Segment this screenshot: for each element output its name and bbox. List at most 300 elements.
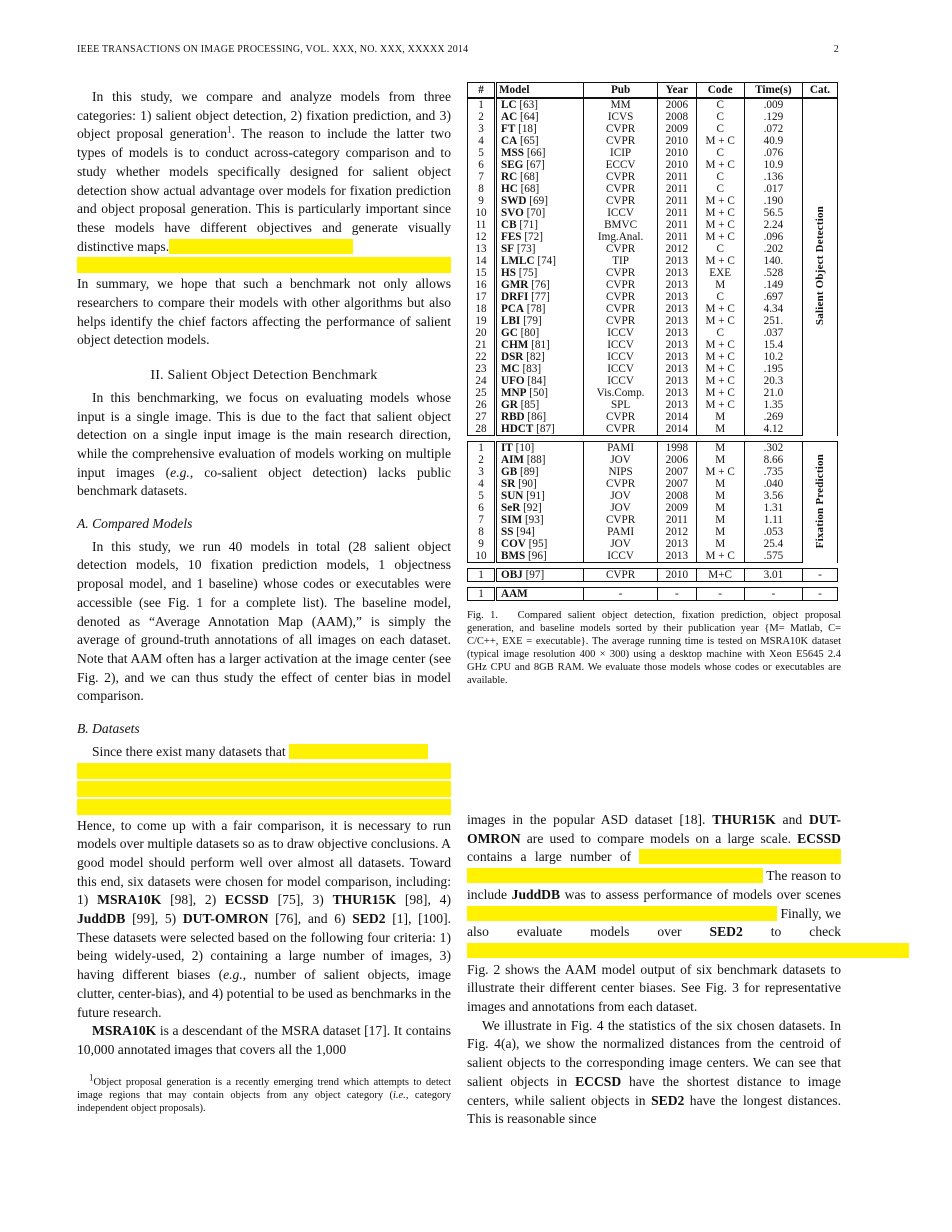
model-name — [496, 387, 584, 399]
highlight-redacted — [467, 943, 909, 958]
model-abbrev: FT — [501, 123, 516, 135]
code-cell: M — [696, 526, 744, 538]
row-index: 1 — [468, 442, 496, 455]
model-abbrev: SR — [501, 478, 516, 490]
table-row — [468, 267, 838, 279]
code-cell: M + C — [696, 466, 744, 478]
model-abbrev: UFO — [501, 375, 525, 387]
model-name — [496, 267, 584, 279]
time-cell: .528 — [744, 267, 802, 279]
year-cell: 2013 — [658, 339, 696, 351]
section-heading: II. Salient Object Detection Benchmark — [150, 367, 378, 383]
time-cell: .302 — [744, 442, 802, 455]
row-index: 10 — [468, 207, 496, 219]
model-ref: [10] — [512, 442, 535, 454]
highlight-redacted — [77, 257, 451, 273]
table-row — [468, 195, 838, 207]
pub-cell: NIPS — [584, 466, 658, 478]
year-cell: 2013 — [658, 538, 696, 550]
pub-cell: ICCV — [584, 550, 658, 563]
model-ref: [89] — [517, 466, 539, 478]
year-cell: 2013 — [658, 363, 696, 375]
highlight-redacted — [77, 799, 451, 815]
model-name — [496, 339, 584, 351]
model-abbrev: DRFI — [501, 291, 529, 303]
highlight-redacted — [77, 763, 451, 779]
pub-cell: CVPR — [584, 123, 658, 135]
model-ref: [88] — [524, 454, 546, 466]
pub-cell: JOV — [584, 538, 658, 550]
model-name — [496, 375, 584, 387]
model-name — [496, 219, 584, 231]
year-cell: 1998 — [658, 442, 696, 455]
model-ref: [93] — [522, 514, 544, 526]
model-abbrev: SUN — [501, 490, 524, 502]
pub-cell: BMVC — [584, 219, 658, 231]
year-cell: 2013 — [658, 327, 696, 339]
table-row — [468, 454, 838, 466]
pub-cell: - — [584, 588, 658, 601]
highlight-redacted — [169, 239, 353, 254]
pub-cell: CVPR — [584, 315, 658, 327]
time-cell: .072 — [744, 123, 802, 135]
models-table — [467, 82, 838, 601]
table-row — [468, 111, 838, 123]
time-cell: .096 — [744, 231, 802, 243]
pub-cell: TIP — [584, 255, 658, 267]
category-cell: - — [803, 588, 838, 601]
row-index: 1 — [468, 569, 496, 582]
year-cell: 2011 — [658, 219, 696, 231]
row-index: 4 — [468, 478, 496, 490]
code-cell: M + C — [696, 375, 744, 387]
pub-cell: CVPR — [584, 291, 658, 303]
row-index: 17 — [468, 291, 496, 303]
year-cell: 2011 — [658, 183, 696, 195]
time-cell: 25.4 — [744, 538, 802, 550]
code-cell: M + C — [696, 255, 744, 267]
year-cell: - — [658, 588, 696, 601]
year-cell: 2010 — [658, 159, 696, 171]
time-cell: .202 — [744, 243, 802, 255]
pub-cell: ICIP — [584, 147, 658, 159]
pub-cell: ICCV — [584, 375, 658, 387]
year-cell: 2008 — [658, 490, 696, 502]
code-cell: M + C — [696, 387, 744, 399]
model-name — [496, 514, 584, 526]
table-row — [468, 538, 838, 550]
year-cell: 2011 — [658, 207, 696, 219]
time-cell: .017 — [744, 183, 802, 195]
model-ref: [76] — [528, 279, 550, 291]
table-row — [468, 588, 838, 601]
model-name — [496, 111, 584, 123]
time-cell: .040 — [744, 478, 802, 490]
row-index: 12 — [468, 231, 496, 243]
year-cell: 2009 — [658, 123, 696, 135]
model-abbrev: CB — [501, 219, 517, 231]
model-ref: [74] — [534, 255, 556, 267]
year-cell: 2010 — [658, 569, 696, 582]
model-ref: [77] — [528, 291, 550, 303]
row-index: 19 — [468, 315, 496, 327]
model-name — [496, 159, 584, 171]
code-cell: C — [696, 147, 744, 159]
time-cell: .269 — [744, 411, 802, 423]
table-row — [468, 315, 838, 327]
pub-cell: ICCV — [584, 351, 658, 363]
code-cell: M — [696, 490, 744, 502]
model-abbrev: SF — [501, 243, 515, 255]
model-ref: [50] — [526, 387, 548, 399]
model-abbrev: OBJ — [501, 569, 523, 581]
pub-cell: CVPR — [584, 514, 658, 526]
code-cell: M — [696, 411, 744, 423]
model-ref: [71] — [516, 219, 538, 231]
model-ref: [87] — [533, 423, 555, 435]
paragraph-datasets: Hence, to come up with a fair comparison, it is necessary to run models over multiple datasets so as to draw objective conclusions. A good model should perform well over almost all datasets. Toward this end, six datasets were chosen for model comparison, including: 1) MSRA10K [98], 2) ECSSD [75], 3) THUR15K [98], 4) JuddDB [99], 5) DUT-OMRON [76], and 6) SED2 [1], [100]. These datasets were selected based on the following four criteria: 1) being widely-used, 2) containing a large number of images, 3) having different biases (e.g., number of salient objects, image clutter, center-bias), and 4) potential to be used as benchmarks in the future research. — [77, 817, 452, 1020]
pub-cell: CVPR — [584, 411, 658, 423]
code-cell: M + C — [696, 231, 744, 243]
table-row — [468, 514, 838, 526]
model-abbrev: GMR — [501, 279, 529, 291]
model-abbrev: SWD — [501, 195, 527, 207]
model-name — [496, 550, 584, 563]
table-row — [468, 339, 838, 351]
year-cell: 2013 — [658, 399, 696, 411]
model-name — [496, 466, 584, 478]
code-cell: C — [696, 98, 744, 111]
year-cell: 2011 — [658, 171, 696, 183]
time-cell: 3.56 — [744, 490, 802, 502]
table-header-cell: Cat. — [803, 83, 838, 99]
year-cell: 2012 — [658, 526, 696, 538]
row-index: 11 — [468, 219, 496, 231]
row-index: 25 — [468, 387, 496, 399]
row-index: 7 — [468, 171, 496, 183]
model-name — [496, 315, 584, 327]
model-ref: [91] — [523, 490, 545, 502]
model-ref: [68] — [517, 183, 540, 195]
table-header-row — [468, 83, 838, 99]
code-cell: C — [696, 243, 744, 255]
page-number: 2 — [833, 44, 839, 55]
pub-cell: ICCV — [584, 327, 658, 339]
time-cell: .575 — [744, 550, 802, 563]
model-name — [496, 231, 584, 243]
model-ref: [70] — [523, 207, 546, 219]
model-ref: [65] — [517, 135, 539, 147]
code-cell: M — [696, 538, 744, 550]
code-cell: M — [696, 514, 744, 526]
code-cell: M + C — [696, 159, 744, 171]
code-cell: M — [696, 454, 744, 466]
table-header-cell: Time(s) — [744, 83, 802, 99]
model-ref: [78] — [524, 303, 546, 315]
model-name — [496, 327, 584, 339]
row-index: 28 — [468, 423, 496, 436]
paragraph-compared-models: In this study, we run 40 models in total (28 salient object detection models, 10 fixation prediction models, 1 objectness proposal model, and 1 baseline) whose codes or executables were accessible (see Fig. 1 for a complete list). The baseline model, denoted as “Average Annotation Map (AAM),” is simply the average of ground-truth annotations of all images on each dataset. Note that AAM often has a larger activation at the image center (see Fig. 2), and we can thus study the effect of center bias in model comparison. — [77, 538, 451, 704]
time-cell: 1.11 — [744, 514, 802, 526]
model-ref: [95] — [525, 538, 548, 550]
model-name — [496, 478, 584, 490]
model-ref: [64] — [517, 111, 539, 123]
model-abbrev: HC — [501, 183, 518, 195]
row-index: 27 — [468, 411, 496, 423]
row-index: 2 — [468, 111, 496, 123]
paragraph-intro: In this study, we compare and analyze models from three categories: 1) salient object detection, 2) fixation prediction, and 3) object proposal generation$^1$. The reason to include the latter two types of models is to conduct across-category comparison and to study whether models specifically designed for salient object detection show actual advantage over models for fixation prediction and object proposal generation. This is particularly important since these models have different objectives and generate visually distinctive maps. — [77, 89, 451, 254]
model-abbrev: AC — [501, 111, 518, 123]
model-name — [496, 502, 584, 514]
code-cell: C — [696, 171, 744, 183]
table-header-cell: Model — [496, 83, 584, 99]
code-cell: C — [696, 111, 744, 123]
row-index: 26 — [468, 399, 496, 411]
model-abbrev: AAM — [501, 588, 528, 600]
year-cell: 2012 — [658, 243, 696, 255]
model-name — [496, 135, 584, 147]
highlight-redacted — [639, 849, 841, 864]
model-ref: [79] — [520, 315, 542, 327]
model-name — [496, 411, 584, 423]
subsection-heading: B. Datasets — [77, 721, 140, 737]
model-ref: [90] — [515, 478, 537, 490]
model-ref: [97] — [522, 569, 545, 581]
model-name — [496, 538, 584, 550]
year-cell: 2013 — [658, 375, 696, 387]
code-cell: M + C — [696, 363, 744, 375]
model-abbrev: FES — [501, 231, 522, 243]
category-cell: - — [803, 569, 838, 582]
model-ref: [73] — [514, 243, 536, 255]
model-ref: [67] — [523, 159, 545, 171]
row-index: 18 — [468, 303, 496, 315]
code-cell: C — [696, 291, 744, 303]
model-abbrev: GR — [501, 399, 518, 411]
table-row — [468, 219, 838, 231]
model-abbrev: DSR — [501, 351, 524, 363]
table-row — [468, 135, 838, 147]
time-cell: 10.9 — [744, 159, 802, 171]
table-header-cell: Year — [658, 83, 696, 99]
table-row — [468, 502, 838, 514]
table-row — [468, 231, 838, 243]
table-row — [468, 327, 838, 339]
time-cell: .735 — [744, 466, 802, 478]
model-name — [496, 442, 584, 455]
row-index: 6 — [468, 159, 496, 171]
model-abbrev: COV — [501, 538, 526, 550]
code-cell: M — [696, 502, 744, 514]
model-abbrev: CA — [501, 135, 518, 147]
year-cell: 2006 — [658, 98, 696, 111]
table-row — [468, 98, 838, 111]
table-row — [468, 490, 838, 502]
pub-cell: CVPR — [584, 303, 658, 315]
time-cell: 251. — [744, 315, 802, 327]
model-abbrev: PCA — [501, 303, 524, 315]
table-row — [468, 291, 838, 303]
row-index: 14 — [468, 255, 496, 267]
code-cell: M + C — [696, 135, 744, 147]
code-cell: M + C — [696, 195, 744, 207]
table-row — [468, 466, 838, 478]
row-index: 21 — [468, 339, 496, 351]
row-index: 5 — [468, 490, 496, 502]
row-index: 1 — [468, 588, 496, 601]
left-column — [77, 86, 451, 1115]
table-row — [468, 526, 838, 538]
highlight-redacted — [467, 868, 763, 883]
row-index: 6 — [468, 502, 496, 514]
year-cell: 2013 — [658, 279, 696, 291]
year-cell: 2010 — [658, 135, 696, 147]
footnote: 1Object proposal generation is a recently emerging trend which attempts to detect image regions that may contain objects from any object category (i.e., category independent object proposals). — [77, 1072, 451, 1114]
year-cell: 2014 — [658, 423, 696, 436]
time-cell: 4.34 — [744, 303, 802, 315]
time-cell: .697 — [744, 291, 802, 303]
time-cell: 8.66 — [744, 454, 802, 466]
model-ref: [92] — [520, 502, 542, 514]
model-ref: [86] — [524, 411, 547, 423]
figure-caption: Fig. 1. Compared salient object detection, fixation prediction, object proposal generation, and baseline models sorted by their publication year {M= Matlab, C= C/C++, EXE = executable}. The average running time is tested on MSRA10K dataset (typical image resolution 400 × 300) using a desktop machine with Xeon E5645 2.4 GHz CPU and 8GB RAM. We evaluate those models whose codes or executables are available. — [467, 610, 841, 686]
code-cell: M — [696, 279, 744, 291]
code-cell: C — [696, 183, 744, 195]
model-name — [496, 490, 584, 502]
model-abbrev: LBI — [501, 315, 521, 327]
paragraph-msra10k: MSRA10K is a descendant of the MSRA dataset [17]. It contains 10,000 annotated images that covers all the 1,000 — [77, 1023, 451, 1057]
model-abbrev: SS — [501, 526, 514, 538]
model-abbrev: BMS — [501, 550, 526, 562]
row-index: 10 — [468, 550, 496, 563]
paragraph-datasets-cont: images in the popular ASD dataset [18]. THUR15K and DUT-OMRON are used to compare models on a large scale. ECSSD contains a large number of The reason to include JuddDB was to assess performance of models over scenes Finally, we also evaluate models over SED2 to check Fig. 2 shows the AAM model output of six benchmark datasets to illustrate their different center biases. See Fig. 3 for representative images and annotations from each dataset. — [467, 811, 841, 1017]
right-column-text — [467, 811, 841, 1129]
table-row — [468, 171, 838, 183]
model-name — [496, 588, 584, 601]
model-name — [496, 291, 584, 303]
row-index: 15 — [468, 267, 496, 279]
year-cell: 2008 — [658, 111, 696, 123]
row-index: 8 — [468, 183, 496, 195]
code-cell: - — [696, 588, 744, 601]
model-name — [496, 98, 584, 111]
table-row — [468, 442, 838, 455]
time-cell: 1.35 — [744, 399, 802, 411]
model-name — [496, 351, 584, 363]
time-cell: 40.9 — [744, 135, 802, 147]
year-cell: 2013 — [658, 351, 696, 363]
model-name — [496, 423, 584, 436]
paragraph-datasets-intro: Since there exist many datasets that — [77, 743, 451, 762]
highlight-redacted — [467, 906, 777, 921]
pub-cell: PAMI — [584, 526, 658, 538]
model-abbrev: MSS — [501, 147, 525, 159]
pub-cell: CVPR — [584, 478, 658, 490]
model-name — [496, 243, 584, 255]
model-name — [496, 399, 584, 411]
time-cell: 15.4 — [744, 339, 802, 351]
time-cell: .037 — [744, 327, 802, 339]
category-label: Salient Object Detection — [814, 206, 826, 326]
year-cell: 2013 — [658, 387, 696, 399]
row-index: 24 — [468, 375, 496, 387]
model-ref: [75] — [515, 267, 538, 279]
model-abbrev: AIM — [501, 454, 524, 466]
year-cell: 2007 — [658, 466, 696, 478]
highlight-redacted — [289, 744, 428, 759]
pub-cell: CVPR — [584, 279, 658, 291]
table-row — [468, 303, 838, 315]
table-row — [468, 123, 838, 135]
category-cell — [803, 442, 838, 563]
year-cell: 2013 — [658, 315, 696, 327]
table-row — [468, 279, 838, 291]
table-row — [468, 351, 838, 363]
model-ref: [63] — [516, 99, 538, 111]
table-row — [468, 363, 838, 375]
model-name — [496, 255, 584, 267]
model-abbrev: SIM — [501, 514, 523, 526]
row-index: 13 — [468, 243, 496, 255]
time-cell: 3.01 — [744, 569, 802, 582]
year-cell: 2013 — [658, 255, 696, 267]
code-cell: C — [696, 123, 744, 135]
table-header-cell: Code — [696, 83, 744, 99]
pub-cell: CVPR — [584, 569, 658, 582]
year-cell: 2013 — [658, 550, 696, 563]
time-cell: 56.5 — [744, 207, 802, 219]
model-abbrev: RBD — [501, 411, 525, 423]
year-cell: 2011 — [658, 195, 696, 207]
year-cell: 2010 — [658, 147, 696, 159]
model-ref: [69] — [526, 195, 548, 207]
time-cell: .136 — [744, 171, 802, 183]
model-ref: [66] — [524, 147, 546, 159]
code-cell: C — [696, 327, 744, 339]
row-index: 4 — [468, 135, 496, 147]
code-cell: M + C — [696, 207, 744, 219]
year-cell: 2007 — [658, 478, 696, 490]
pub-cell: ECCV — [584, 159, 658, 171]
pub-cell: CVPR — [584, 243, 658, 255]
model-abbrev: GC — [501, 327, 518, 339]
pub-cell: ICCV — [584, 339, 658, 351]
row-index: 3 — [468, 466, 496, 478]
pub-cell: JOV — [584, 502, 658, 514]
code-cell: M + C — [696, 219, 744, 231]
time-cell: 1.31 — [744, 502, 802, 514]
table-row — [468, 478, 838, 490]
time-cell: 20.3 — [744, 375, 802, 387]
pub-cell: JOV — [584, 454, 658, 466]
row-index: 1 — [468, 98, 496, 111]
pub-cell: JOV — [584, 490, 658, 502]
table-row — [468, 569, 838, 582]
code-cell: M + C — [696, 315, 744, 327]
highlight-redacted — [77, 781, 451, 797]
row-index: 8 — [468, 526, 496, 538]
model-ref: [85] — [517, 399, 540, 411]
code-cell: M + C — [696, 399, 744, 411]
year-cell: 2006 — [658, 454, 696, 466]
model-abbrev: CHM — [501, 339, 529, 351]
table-row — [468, 387, 838, 399]
subsection-heading: A. Compared Models — [77, 516, 193, 532]
code-cell: EXE — [696, 267, 744, 279]
model-ref: [82] — [523, 351, 545, 363]
time-cell: .195 — [744, 363, 802, 375]
code-cell: M + C — [696, 339, 744, 351]
